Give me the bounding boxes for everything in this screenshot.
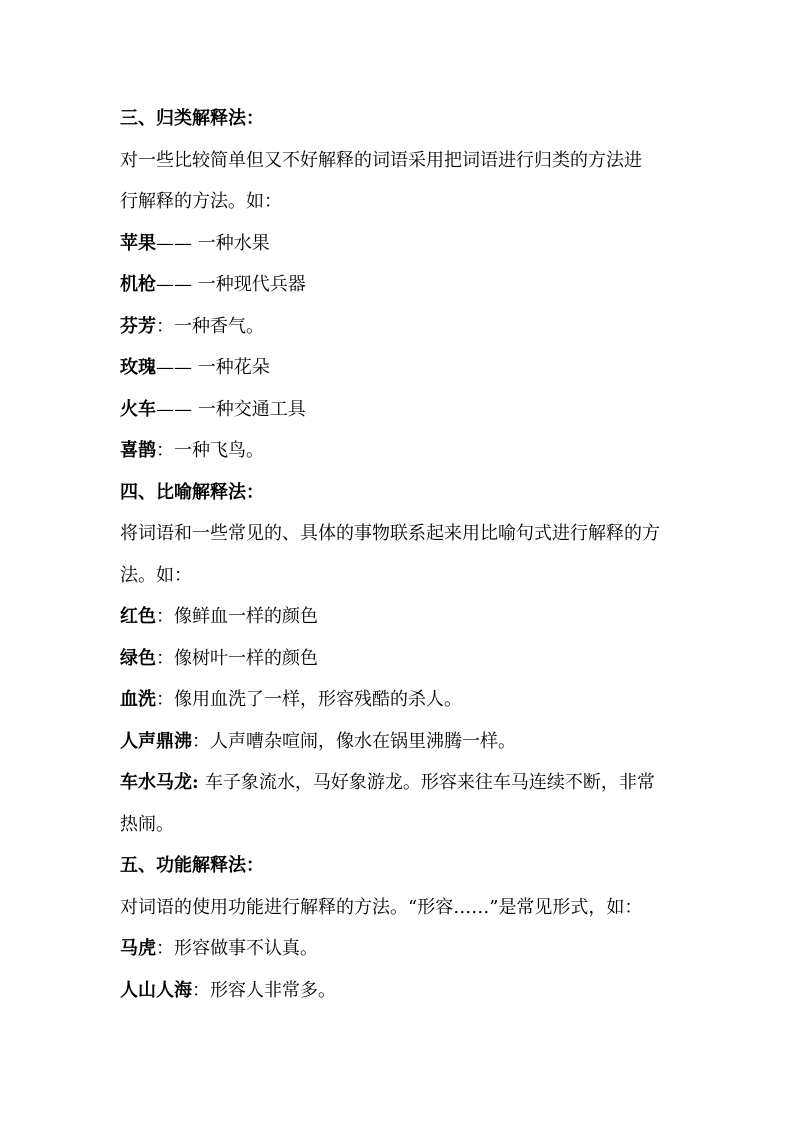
- section-intro-line: 将词语和一些常见的、具体的事物联系起来用比喻句式进行解释的方: [120, 523, 660, 544]
- entry-definition: 一种香气。: [174, 315, 264, 337]
- entry-continuation-line: 热闹。: [120, 813, 174, 835]
- entry-term: 绿色: [120, 647, 156, 669]
- entry-definition: 像树叶一样的颜色: [174, 647, 318, 669]
- entry-line: [120, 223, 734, 265]
- entry-separator: :: [192, 772, 205, 793]
- entry-line: [120, 264, 734, 306]
- entry-term: 马虎: [120, 938, 156, 959]
- entry-term: 火车: [120, 398, 156, 420]
- entry-definition: 人声嘈杂喧闹，像水在锅里沸腾一样。: [210, 730, 516, 752]
- entry-term: 芬芳: [120, 315, 156, 337]
- entry-term: 喜鹊: [120, 440, 156, 461]
- section-heading: 五、功能解释法：: [120, 855, 264, 876]
- entry-separator: ：: [192, 979, 210, 1001]
- entry-term: 红色: [120, 606, 156, 627]
- entry-separator: ：: [156, 315, 174, 337]
- entry-line: [120, 762, 734, 804]
- entry-definition: 形容做事不认真。: [174, 938, 318, 959]
- entry-definition: 一种花朵: [197, 357, 270, 378]
- section-intro-line: 行解释的方法。如：: [120, 191, 282, 212]
- entry-separator: ：: [156, 440, 174, 461]
- entry-line: [120, 389, 734, 431]
- entry-separator: ：: [156, 938, 174, 959]
- entry-definition: 像鲜血一样的颜色: [174, 606, 318, 627]
- entry-line: [120, 721, 734, 763]
- entry-term: 人山人海: [120, 979, 192, 1001]
- entry-line: [120, 679, 734, 721]
- section-heading: 四、比喻解释法：: [120, 481, 264, 503]
- entry-separator: ——: [156, 232, 198, 254]
- entry-term: 人声鼎沸: [120, 730, 192, 752]
- entry-separator: ：: [192, 730, 210, 752]
- entry-line: [120, 928, 734, 970]
- entry-line: [120, 596, 734, 638]
- entry-term: 血洗: [120, 689, 156, 710]
- entry-definition: 一种飞鸟。: [174, 440, 264, 461]
- entry-term: 车水马龙: [120, 772, 192, 793]
- entry-separator: ——: [156, 274, 198, 295]
- entry-line: [120, 430, 734, 472]
- entry-line: [120, 306, 734, 348]
- entry-line: [120, 347, 734, 389]
- entry-separator: ：: [156, 647, 174, 669]
- entry-line: [120, 638, 734, 680]
- entry-term: 苹果: [120, 232, 156, 254]
- entry-definition: 一种现代兵器: [197, 274, 306, 295]
- entry-definition: 像用血洗了一样，形容残酷的杀人。: [174, 689, 462, 710]
- entry-term: 玫瑰: [120, 357, 156, 378]
- entry-definition: 一种交通工具: [197, 398, 306, 420]
- entry-definition: 一种水果: [197, 232, 270, 254]
- entry-separator: ：: [156, 689, 174, 710]
- section-heading: 三、归类解释法：: [120, 108, 264, 129]
- section-intro-line: 法。如：: [120, 564, 192, 586]
- entry-definition: 形容人非常多。: [210, 979, 336, 1001]
- entry-separator: ：: [156, 606, 174, 627]
- entry-line: [120, 970, 734, 1012]
- section-intro-line: 对一些比较简单但又不好解释的词语采用把词语进行归类的方法进: [120, 149, 642, 171]
- entry-separator: ——: [156, 357, 198, 378]
- entry-definition: 车子象流水，马好象游龙。形容来往车马连续不断，非常: [204, 772, 655, 793]
- entry-term: 机枪: [120, 274, 156, 295]
- entry-separator: ——: [156, 398, 198, 420]
- section-intro-line: 对词语的使用功能进行解释的方法。“形容……”是常见形式，如：: [120, 896, 643, 918]
